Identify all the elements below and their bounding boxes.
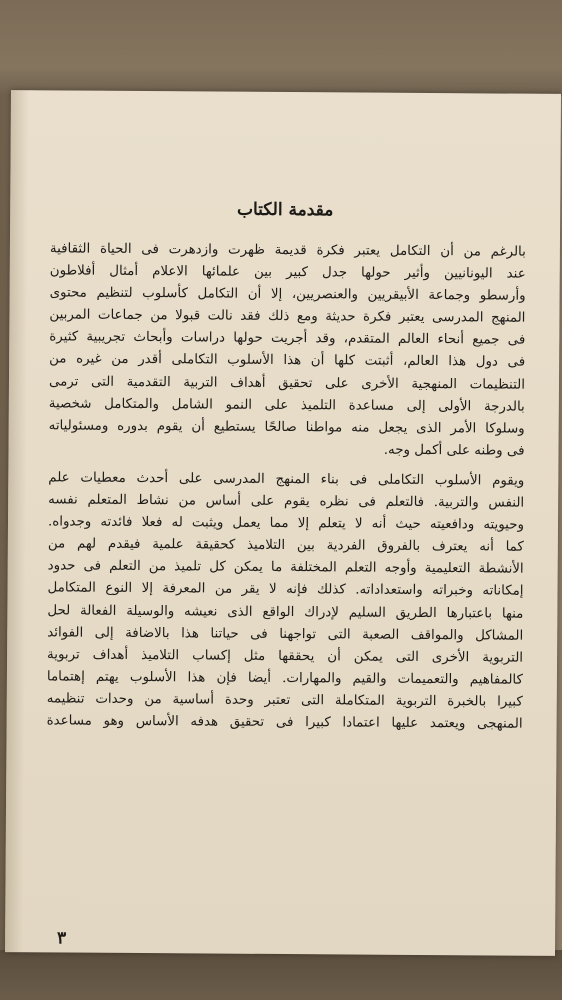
text-line: وأرسطو وجماعة الأبيقريين والعنصريين، إلا أن التكامل كأسلوب لتنظيم محتوى xyxy=(49,285,526,304)
text-line: وحيويته ودافعيته حيث أنه لا يتعلم إلا مما يعمل ويثبت له فعلا فائدته وجدواه. xyxy=(47,514,525,533)
text-line: وسلوكا الأمر الذى يجعل منه مواطنا صالحًا يستطيع أن يقوم بدوره ومسئولياته xyxy=(48,418,525,437)
page-title: مقدمة الكتاب xyxy=(236,199,334,221)
text-line: فى دول هذا العالم، أثبتت كلها أن هذا الأسلوب التكاملى أقدر من غيره من xyxy=(49,351,526,371)
text-line: كما أنه يعترف بالفروق الفردية بين التلاميذ كحقيقة علمية فيقدم لهم من xyxy=(47,536,524,555)
text-line: إمكاناته وخبراته واستعداداته. كذلك فإنه لا يقر من المعرفة إلا النوع المتكامل xyxy=(47,580,524,600)
text-line: بالرغم من أن التكامل يعتبر فكرة قديمة ظهرت وازدهرت فى الحياة الثقافية xyxy=(49,241,526,260)
text-line: عند اليونانيين وأثير حولها جدل كبير بين علمائها الاعلام أمثال أفلاطون xyxy=(49,263,526,282)
text-line: بالدرجة الأولى إلى مساعدة التلميذ على النمو الشامل والمتكامل شخصية xyxy=(48,396,525,415)
text-line: كالمفاهيم والتعميمات والقيم والمهارات. أيضا فإن هذا الأسلوب يهتم إهتماما xyxy=(46,669,523,688)
text-line: المنهجى ويعتمد عليها اعتمادا كبيرا فى تحقيق هدفه الأساس وهو مساعدة xyxy=(46,713,523,732)
text-line: منها باعتبارها الطريق السليم لإدراك الواقع الذى نعيشه والوسيلة الفعالة لحل xyxy=(47,602,524,622)
paragraph-1 xyxy=(48,238,526,462)
text-line: المنهج المدرسى يعتبر فكرة حديثة ومع ذلك فقد نالت قبولا من جماعات المربين xyxy=(49,307,526,326)
text-line: التربوية الأخرى التى يمكن أن يحققها مثل إكساب التلاميذ أهداف تربوية xyxy=(47,647,524,666)
text-line: النفس والتربية. فالتعلم فى نظره يقوم على أساس من نشاط المتعلم نفسه xyxy=(48,492,525,511)
text-line: فى جميع أنحاء العالم المتقدم، وقد أجريت حولها دراسات وأبحاث تجريبية كثيرة xyxy=(49,329,526,349)
page-number: ٣ xyxy=(57,928,67,949)
book-page xyxy=(5,90,561,956)
text-line: التنظيمات المنهجية الأخرى على تحقيق أهداف التربية التقدمية التى ترمى xyxy=(48,373,526,393)
bottom-backdrop xyxy=(0,950,562,1000)
top-backdrop xyxy=(0,0,562,96)
page-body xyxy=(46,238,525,743)
text-line: المشاكل والمواقف الصعبة التى تواجهنا فى حياتنا هذا بالاضافة إلى الفوائد xyxy=(47,624,524,644)
text-line: كبيرا بالخبرة التربوية المتكاملة التى تعتبر وحدة أساسية من وحدات تنظيمه xyxy=(46,691,523,710)
text-line: فى وطنه على أكمل وجه. xyxy=(383,442,525,459)
text-line: الأنشطة التعليمية وأوجه التعلم المختلفة ما يمكن كل تلميذ من التعلم فى حدود xyxy=(47,558,524,577)
paragraph-2 xyxy=(47,467,525,735)
text-line: ويقوم الأسلوب التكاملى فى بناء المنهج المدرسى على أحدث معطيات علم xyxy=(48,470,525,489)
